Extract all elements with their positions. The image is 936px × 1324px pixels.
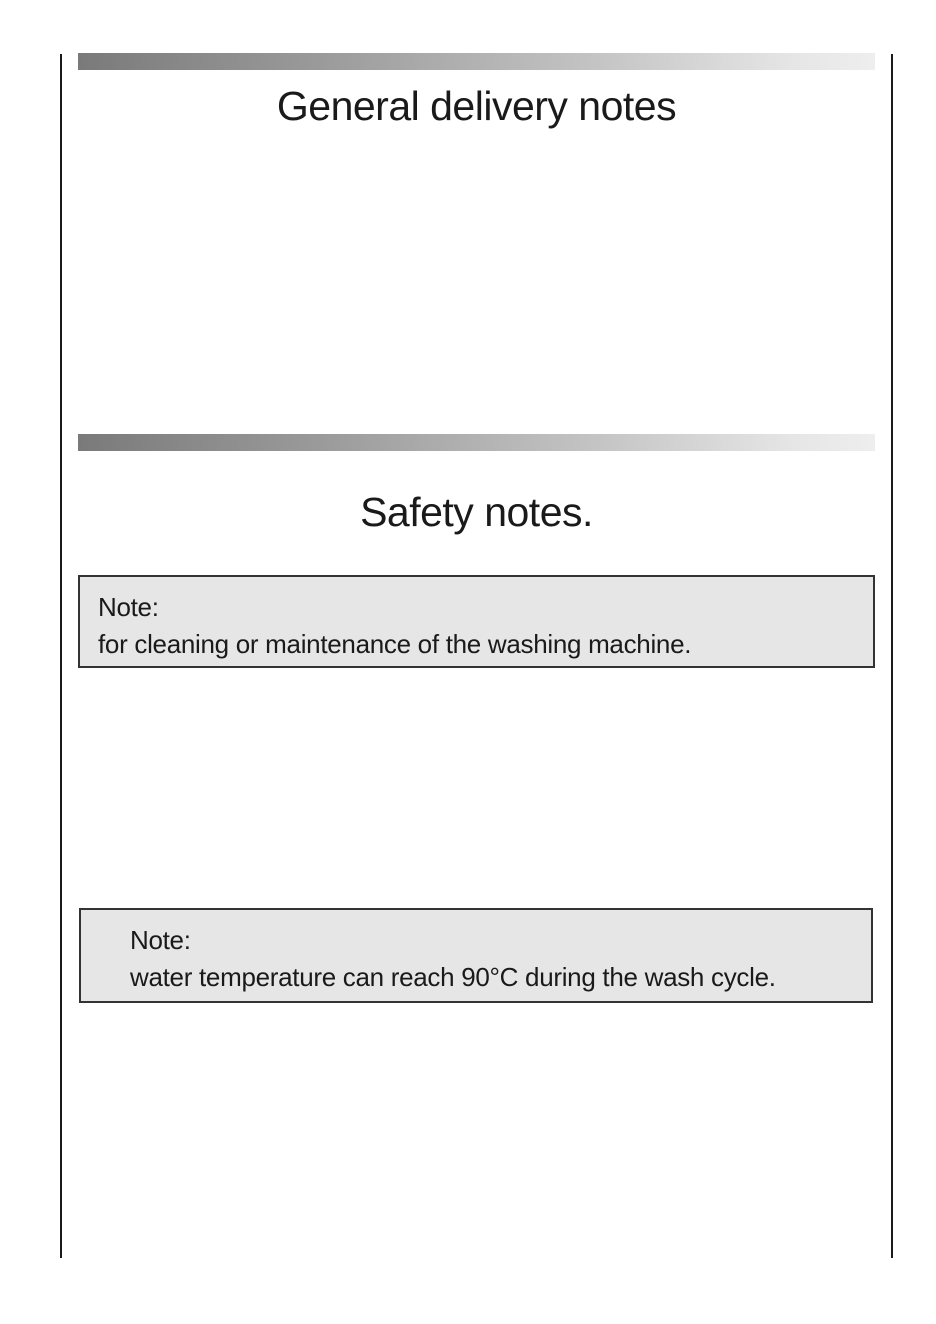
right-margin-line [891,54,893,1258]
note-heading: Note: [130,925,191,955]
note-text: for cleaning or maintenance of the washing machine. [98,629,692,659]
note-box-cleaning [78,575,875,668]
note-heading: Note: [98,592,159,622]
left-margin-line [60,54,62,1258]
note-text: water temperature can reach 90°C during the wash cycle. [130,962,776,992]
note-box-temperature [79,908,873,1003]
section-header-bar-general [78,53,875,70]
section-header-bar-safety [78,434,875,451]
safety-notes-title: Safety notes. [360,489,593,535]
general-delivery-notes-title: General delivery notes [276,83,677,129]
